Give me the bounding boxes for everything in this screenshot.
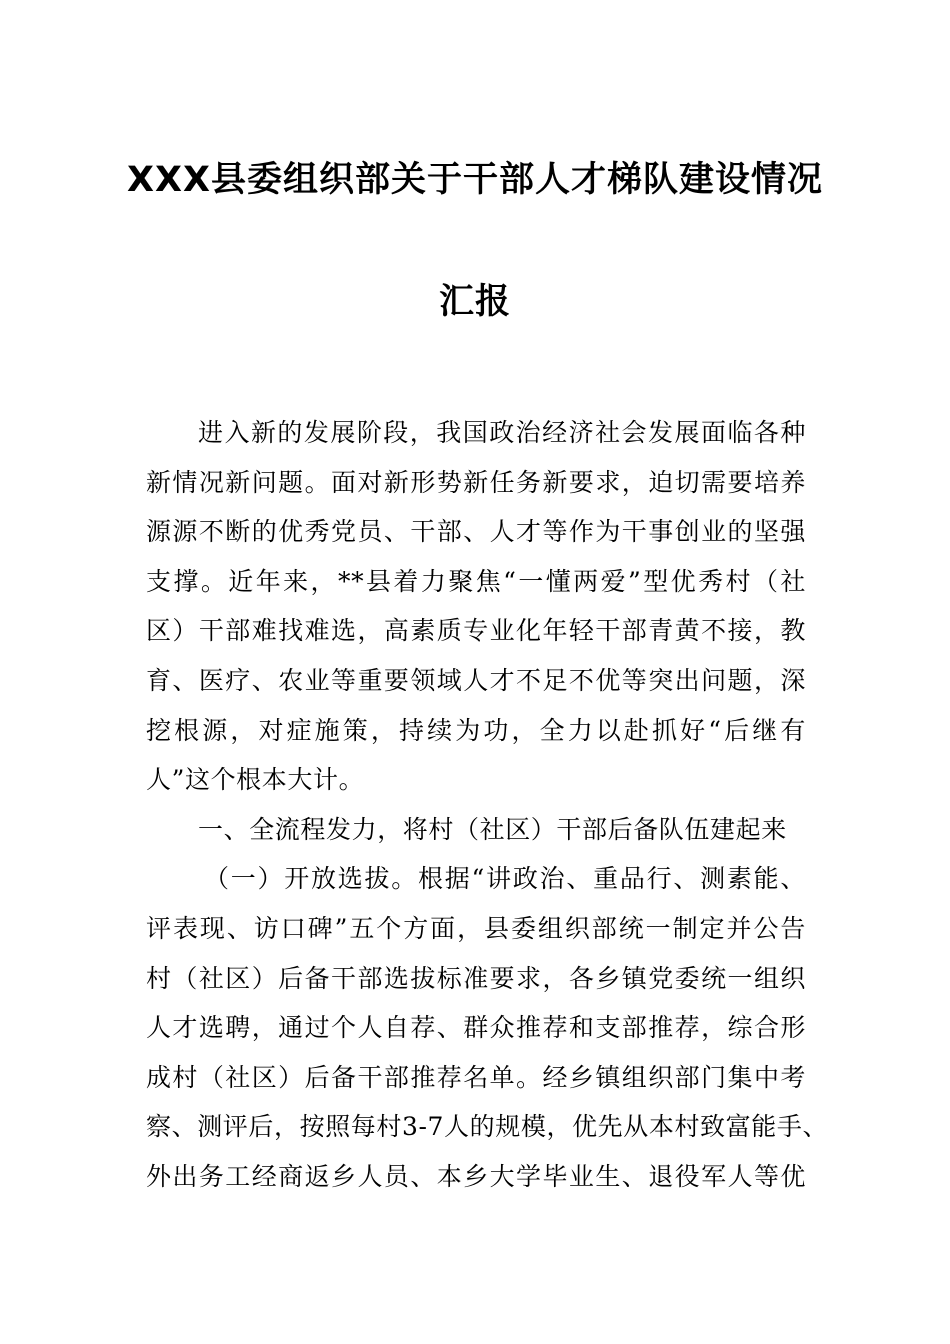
paragraph-line: 人”这个根本大计。 xyxy=(146,765,365,795)
paragraph-line: 育、医疗、农业等重要领域人才不足不优等突出问题，深 xyxy=(146,665,806,695)
paragraph-line: （一）开放选拔。根据“讲政治、重品行、测素能、 xyxy=(204,864,806,894)
paragraph-line: 挖根源，对症施策，持续为功，全力以赴抓好“后继有 xyxy=(146,715,806,745)
document-title-line-2: 汇报 xyxy=(438,282,511,322)
section-heading: 一、全流程发力，将村（社区）干部后备队伍建起来 xyxy=(198,814,787,844)
paragraph-line: 察、测评后，按照每村3-7人的规模，优先从本村致富能手、 xyxy=(146,1112,829,1142)
paragraph-line: 支撑。近年来，**县着力聚焦“一懂两爱”型优秀村（社 xyxy=(146,566,806,596)
paragraph-line: 外出务工经商返乡人员、本乡大学毕业生、退役军人等优 xyxy=(146,1161,806,1191)
paragraph-line: 成村（社区）后备干部推荐名单。经乡镇组织部门集中考 xyxy=(146,1062,806,1092)
paragraph-line: 区）干部难找难选，高素质专业化年轻干部青黄不接，教 xyxy=(146,616,806,646)
paragraph-line: 进入新的发展阶段，我国政治经济社会发展面临各种 xyxy=(198,418,806,447)
document-title-line-1: XXX县委组织部关于干部人才梯队建设情况 xyxy=(127,160,823,200)
paragraph-line: 人才选聘，通过个人自荐、群众推荐和支部推荐，综合形 xyxy=(146,1013,806,1043)
paragraph-line: 评表现、访口碑”五个方面，县委组织部统一制定并公告 xyxy=(146,913,806,943)
paragraph-line: 村（社区）后备干部选拔标准要求，各乡镇党委统一组织 xyxy=(146,963,806,993)
paragraph-line: 源源不断的优秀党员、干部、人才等作为干事创业的坚强 xyxy=(146,517,806,547)
paragraph-line: 新情况新问题。面对新形势新任务新要求，迫切需要培养 xyxy=(146,467,806,497)
document-body xyxy=(146,408,829,1202)
